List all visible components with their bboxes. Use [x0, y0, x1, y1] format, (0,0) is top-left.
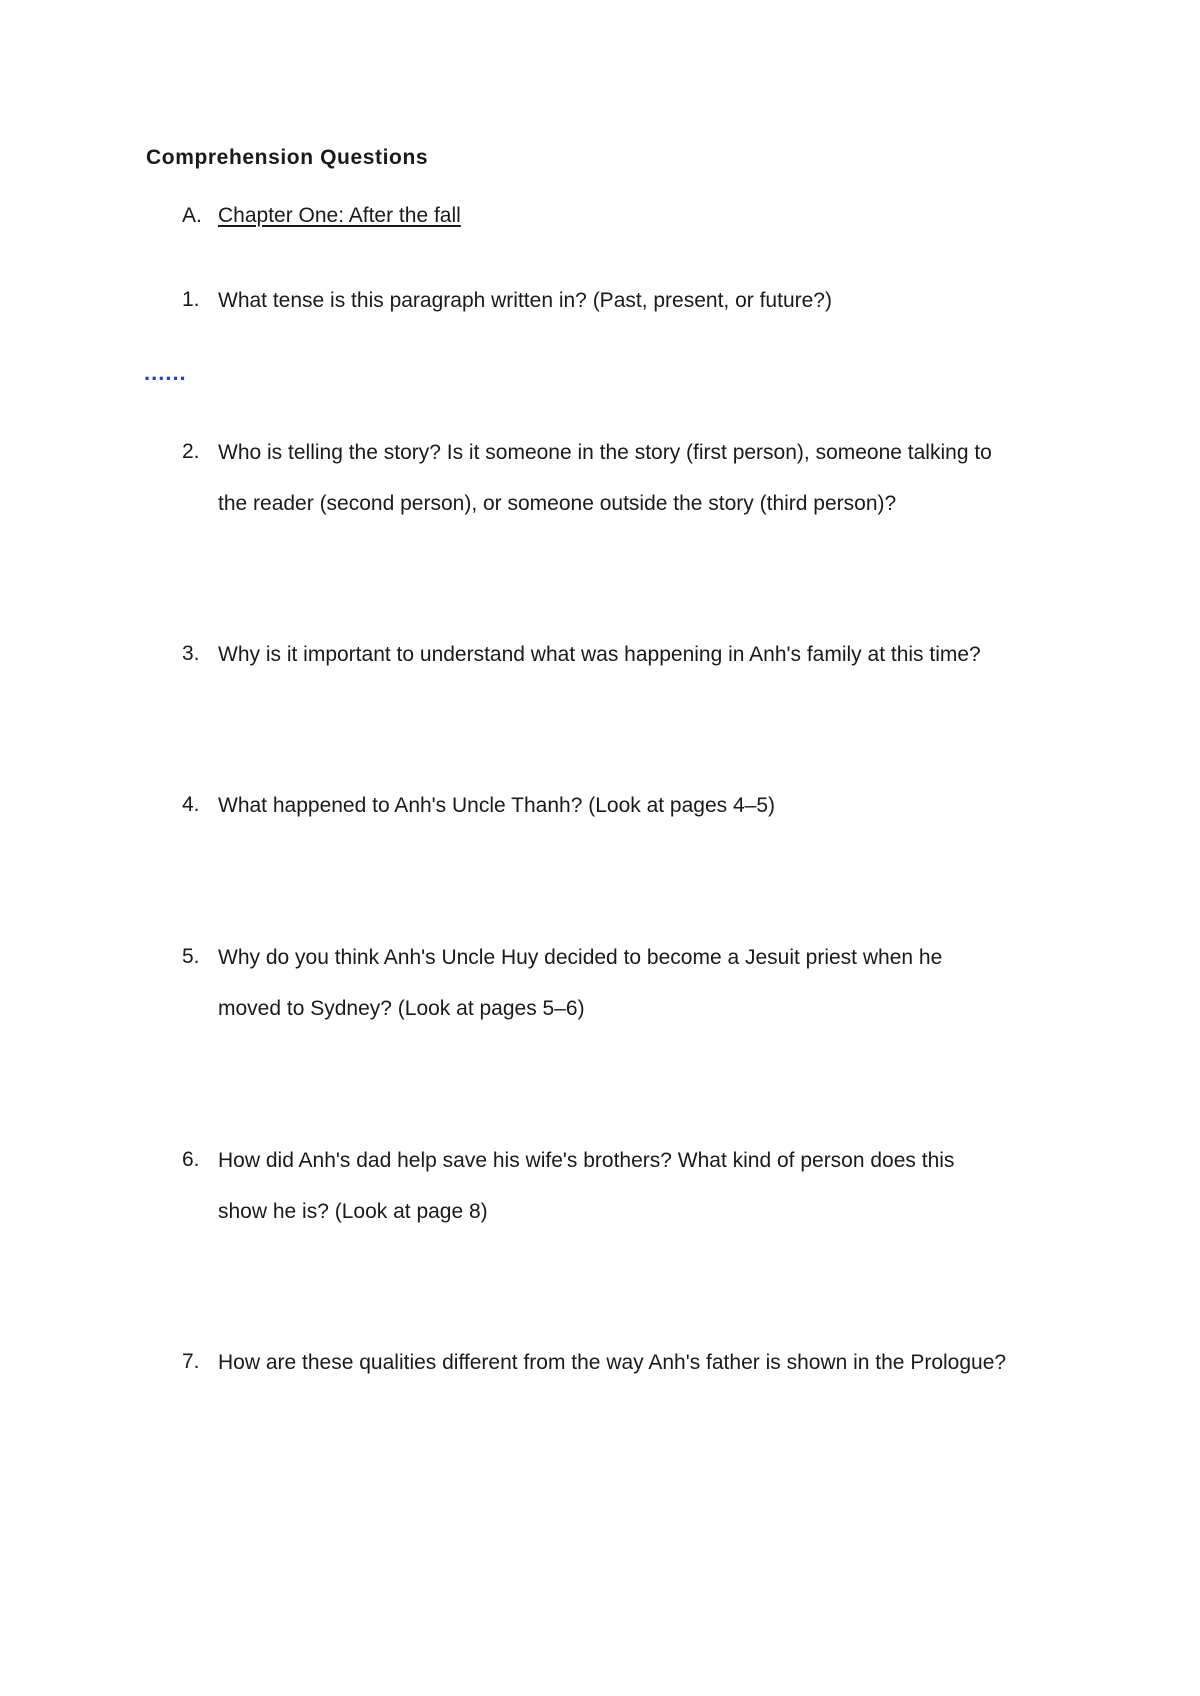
- question-3: [182, 642, 1082, 693]
- question-text: Why is it important to understand what was happening in Anh's family at this time?: [218, 643, 981, 666]
- question-5: [182, 945, 1082, 1047]
- question-text: How are these qualities different from the way Anh's father is shown in the Prologue?: [218, 1351, 1007, 1374]
- question-text: moved to Sydney? (Look at pages 5–6): [218, 997, 585, 1020]
- question-1: [182, 288, 1082, 339]
- question-text: What tense is this paragraph written in? (Past, present, or future?): [218, 289, 832, 312]
- question-text: How did Anh's dad help save his wife's brothers? What kind of person does this: [218, 1149, 955, 1172]
- section-title: Chapter One: After the fall: [218, 204, 461, 227]
- question-6: [182, 1148, 1082, 1250]
- question-number: 4.: [182, 793, 200, 816]
- question-2: [182, 440, 1082, 542]
- question-number: 5.: [182, 945, 200, 968]
- question-number: 1.: [182, 288, 200, 311]
- page-heading: Comprehension Questions: [146, 146, 429, 169]
- ellipsis-marker: ......: [144, 360, 187, 385]
- question-4: [182, 793, 1082, 844]
- question-text: What happened to Anh's Uncle Thanh? (Look at pages 4–5): [218, 794, 776, 817]
- section-heading: [182, 204, 461, 228]
- question-number: 3.: [182, 642, 200, 665]
- question-number: 7.: [182, 1350, 200, 1373]
- question-text: Who is telling the story? Is it someone in the story (first person), someone talking to: [218, 441, 992, 464]
- question-7: [182, 1350, 1082, 1401]
- question-number: 6.: [182, 1148, 200, 1171]
- question-text: Why do you think Anh's Uncle Huy decided to become a Jesuit priest when he: [218, 946, 943, 969]
- question-text: the reader (second person), or someone outside the story (third person)?: [218, 492, 897, 515]
- section-marker: A.: [182, 204, 202, 227]
- question-text: show he is? (Look at page 8): [218, 1200, 488, 1223]
- question-number: 2.: [182, 440, 200, 463]
